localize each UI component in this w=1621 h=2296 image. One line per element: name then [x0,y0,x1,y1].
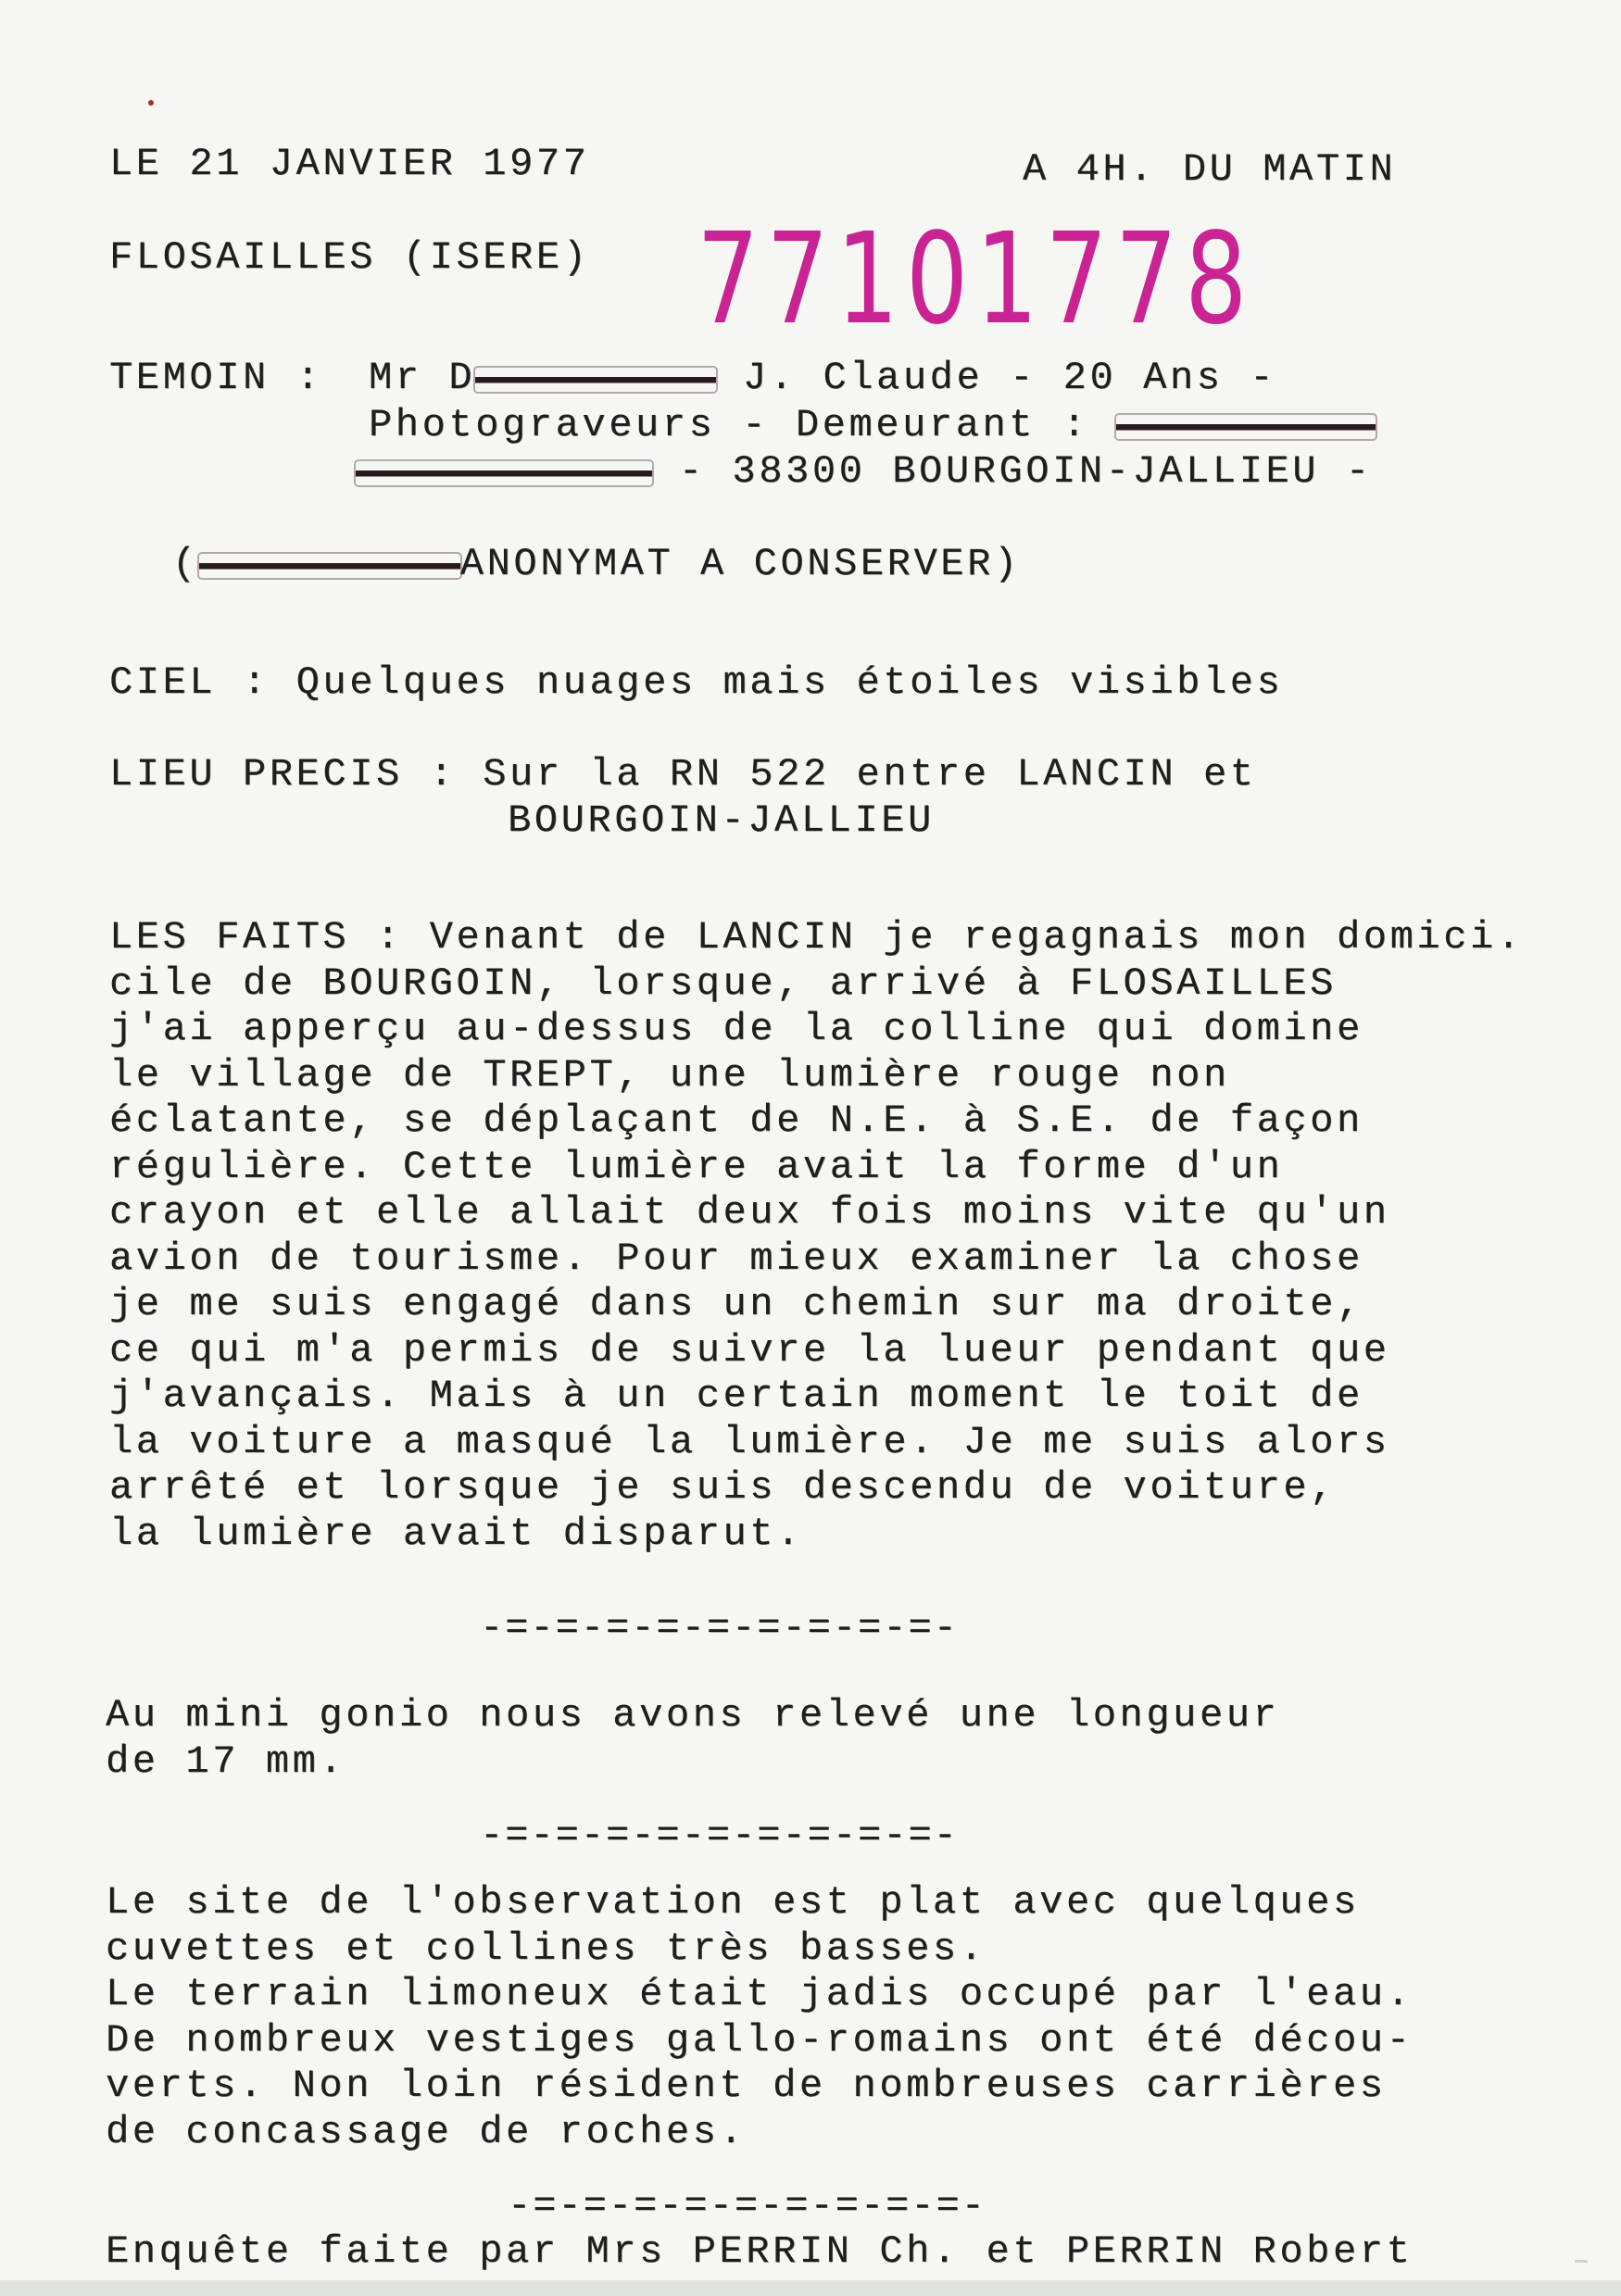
facts-line: éclatante, se déplaçant de N.E. à S.E. de façon [109,1098,1363,1143]
facts-line: j'ai apperçu au-dessus de la colline qui domine [109,1007,1363,1051]
measurement-paragraph [106,1693,1279,1785]
anonymity-note: ANONYMAT A CONSERVER) [459,542,1021,586]
witness-line-2 [369,402,1376,448]
ink-fleck [148,100,154,106]
facts-line: la lumière avait disparut. [109,1511,803,1556]
page-bottom-edge [0,2280,1621,2296]
facts-line: LES FAITS : Venant de LANCIN je regagnais mon domici. [109,915,1524,960]
redacted-street [1116,415,1376,439]
witness-name-rest: J. Claude - 20 Ans - [743,356,1277,400]
sky-conditions: CIEL : Quelques nuages mais étoiles visibles [109,660,1284,705]
site-line: De nombreux vestiges gallo-romains ont été décou- [106,2017,1414,2063]
witness-occupation: Photograveurs - Demeurant : [369,403,1089,447]
location-line-2: BOURGOIN-JALLIEU [508,798,935,843]
investigators-line: Enquête faite par Mrs PERRIN Ch. et PERRIN Robert [106,2229,1414,2274]
time-line: A 4H. DU MATIN [1023,147,1397,192]
redacted-surname [475,368,716,392]
redacted-word [199,554,460,578]
site-line: Le terrain limoneux était jadis occupé par l'eau. [106,1972,1414,2016]
measurement-line: Au mini gonio nous avons relevé une longueur [106,1693,1280,1738]
facts-line: crayon et elle allait deux fois moins vite qu'un [109,1190,1390,1235]
witness-line-1 [369,355,1276,401]
redacted-street-cont [356,461,652,485]
facts-line: régulière. Cette lumière avait la forme d'un [109,1144,1284,1189]
facts-line: ce qui m'a permis de suivre la lueur pendant que [109,1327,1390,1373]
facts-line: le village de TREPT, une lumière rouge non [109,1052,1230,1098]
facts-paragraph [109,915,1524,1557]
facts-line: arrêté et lorsque je suis descendu de voiture, [109,1465,1337,1510]
separator: -=-=-=-=-=-=-=-=-=- [508,2184,986,2228]
site-paragraph [106,1880,1413,2155]
anonymity-line [172,541,1021,587]
measurement-line: de 17 mm. [106,1738,346,1784]
facts-line: je me suis engagé dans un chemin sur ma droite, [109,1282,1363,1326]
place-line: FLOSAILLES (ISERE) [109,235,590,280]
witness-name-prefix: Mr D [369,356,476,400]
case-number-stamp: 77101778 [697,207,1255,353]
facts-line: avion de tourisme. Pour mieux examiner la chose [109,1236,1363,1281]
facts-line: la voiture a masqué la lumière. Je me suis alors [109,1419,1390,1464]
facts-line: cile de BOURGOIN, lorsque, arrivé à FLOSAILLES [109,960,1337,1006]
site-line: verts. Non loin résident de nombreuses carrières [106,2064,1387,2108]
witness-line-3 [356,448,1373,495]
witness-address-end: - 38300 BOURGOIN-JALLIEU - [678,449,1373,494]
separator: -=-=-=-=-=-=-=-=-=- [480,1813,959,1858]
witness-label: TEMOIN : [109,356,323,400]
site-line: Le site de l'observation est plat avec quelques [106,1880,1360,1925]
separator: -=-=-=-=-=-=-=-=-=- [480,1606,959,1650]
anonymity-open-paren: ( [172,542,199,586]
location-line-1: LIEU PRECIS : Sur la RN 522 entre LANCIN et [109,752,1257,797]
paper-scuff [1575,2260,1588,2263]
site-line: cuvettes et collines très basses. [106,1926,986,1971]
date-line: LE 21 JANVIER 1977 [109,142,590,186]
facts-line: j'avançais. Mais à un certain moment le toit de [109,1374,1363,1418]
site-line: de concassage de roches. [106,2109,747,2154]
